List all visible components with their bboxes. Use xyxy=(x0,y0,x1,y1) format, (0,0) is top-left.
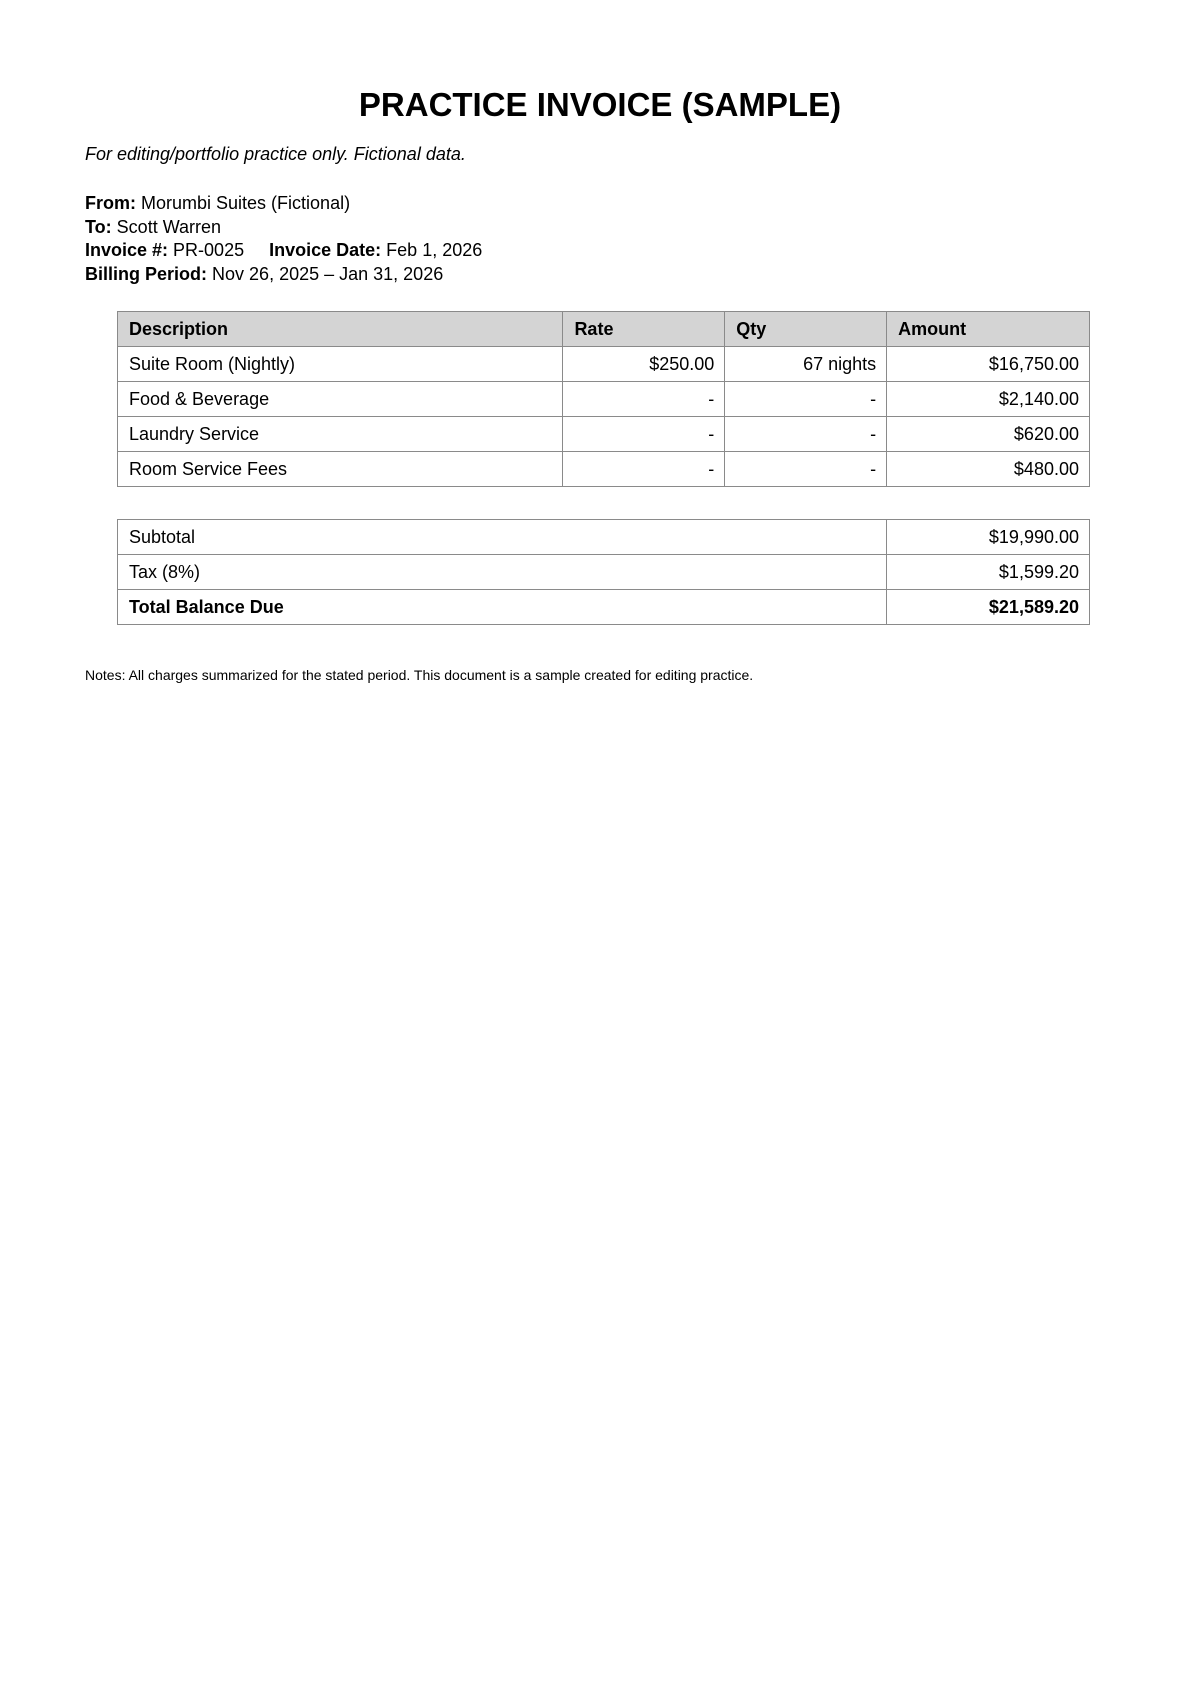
item-amount: $16,750.00 xyxy=(887,347,1090,382)
line-items-table xyxy=(117,311,1090,487)
tax-label: Tax (8%) xyxy=(118,555,887,590)
invoice-number-row xyxy=(85,239,482,263)
item-amount: $480.00 xyxy=(887,452,1090,487)
billing-period-label: Billing Period: xyxy=(85,263,208,284)
table-row xyxy=(118,452,1090,487)
invoice-date-label: Invoice Date: xyxy=(269,240,382,260)
from-row xyxy=(85,192,482,216)
page-title: PRACTICE INVOICE (SAMPLE) xyxy=(358,86,842,123)
total-value: $21,589.20 xyxy=(887,590,1090,625)
item-description: Food & Beverage xyxy=(118,382,563,417)
billing-period-value: Nov 26, 2025 – Jan 31, 2026 xyxy=(212,263,444,284)
header-qty: Qty xyxy=(725,312,887,347)
billing-period-row xyxy=(85,263,482,287)
item-description: Suite Room (Nightly) xyxy=(118,347,563,382)
item-amount: $620.00 xyxy=(887,417,1090,452)
header-description: Description xyxy=(118,312,563,347)
tax-value: $1,599.20 xyxy=(887,555,1090,590)
to-row xyxy=(85,216,482,240)
to-value: Scott Warren xyxy=(116,216,222,237)
item-rate: - xyxy=(563,417,725,452)
item-description: Laundry Service xyxy=(118,417,563,452)
item-qty: 67 nights xyxy=(725,347,887,382)
invoice-meta xyxy=(85,192,482,286)
from-label: From: xyxy=(85,193,136,213)
item-qty: - xyxy=(725,417,887,452)
table-header-row xyxy=(118,312,1090,347)
invoice-number-label: Invoice #: xyxy=(85,240,169,260)
page-subtitle: For editing/portfolio practice only. Fictional data. xyxy=(85,144,466,164)
item-qty: - xyxy=(725,452,887,487)
subtotal-label: Subtotal xyxy=(118,520,887,555)
item-rate: - xyxy=(563,382,725,417)
tax-row xyxy=(118,555,1090,590)
to-label: To: xyxy=(85,216,112,237)
table-row xyxy=(118,382,1090,417)
header-rate: Rate xyxy=(563,312,725,347)
total-label: Total Balance Due xyxy=(118,590,887,625)
table-row xyxy=(118,347,1090,382)
totals-table xyxy=(117,519,1090,625)
table-row xyxy=(118,417,1090,452)
item-rate: - xyxy=(563,452,725,487)
subtotal-row xyxy=(118,520,1090,555)
item-amount: $2,140.00 xyxy=(887,382,1090,417)
subtotal-value: $19,990.00 xyxy=(887,520,1090,555)
item-description: Room Service Fees xyxy=(118,452,563,487)
from-value: Morumbi Suites (Fictional) xyxy=(141,193,351,213)
item-qty: - xyxy=(725,382,887,417)
header-amount: Amount xyxy=(887,312,1090,347)
total-row xyxy=(118,590,1090,625)
invoice-date-value: Feb 1, 2026 xyxy=(386,240,483,260)
invoice-number-value: PR-0025 xyxy=(173,240,245,260)
notes: Notes: All charges summarized for the stated period. This document is a sample created for editing practice. xyxy=(85,667,754,683)
item-rate: $250.00 xyxy=(563,347,725,382)
